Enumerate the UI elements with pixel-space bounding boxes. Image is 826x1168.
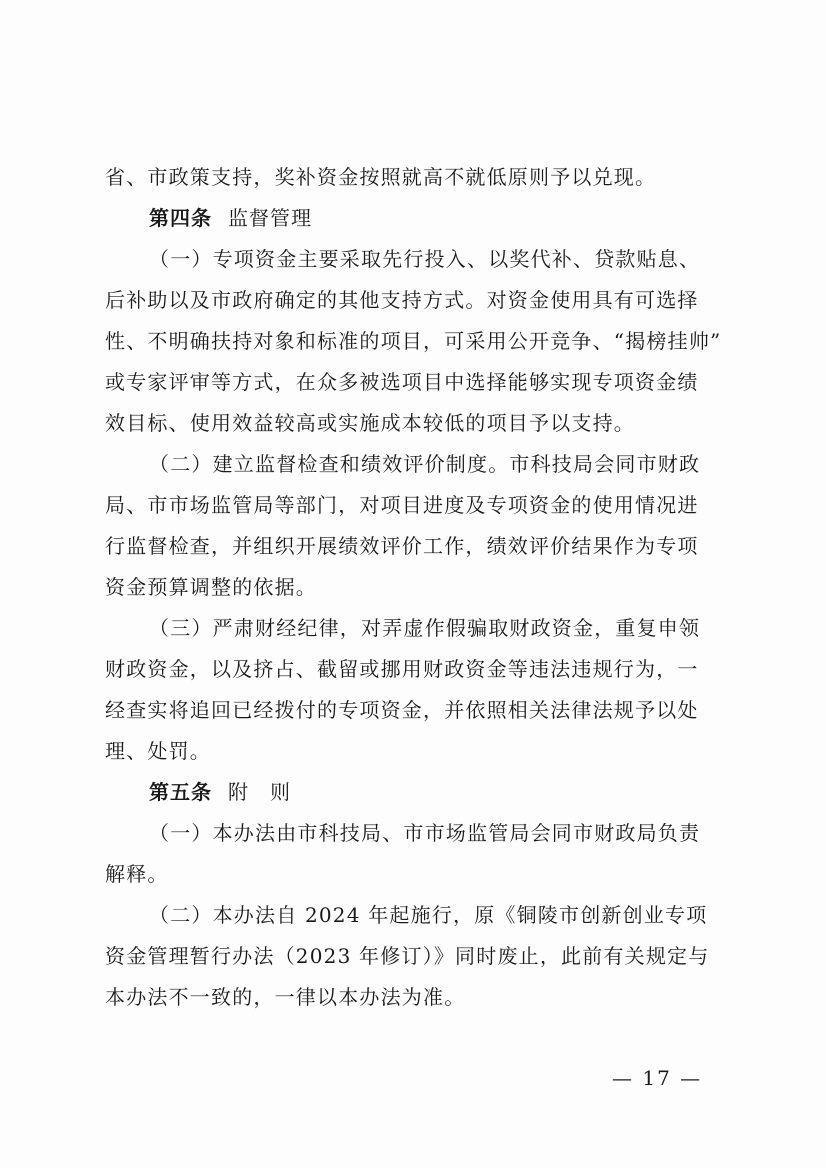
paragraph-line: 性、不明确扶持对象和标准的项目，可采用公开竞争、“揭榜挂帅” xyxy=(105,329,722,353)
article-5-title: 附 则 xyxy=(228,780,291,804)
paragraph-line: 资金预算调整的依据。 xyxy=(105,575,317,599)
document-body xyxy=(105,157,721,1018)
paragraph-line: （一）本办法由市科技局、市市场监管局会同市财政局负责 xyxy=(149,821,701,845)
paragraph-line: （一）专项资金主要采取先行投入、以奖代补、贷款贴息、 xyxy=(149,247,701,271)
paragraph-line: 后补助以及市政府确定的其他支持方式。对资金使用具有可选择 xyxy=(105,288,699,312)
paragraph-line: 行监督检查，并组织开展绩效评价工作，绩效评价结果作为专项 xyxy=(105,534,699,558)
paragraph-line: 理、处罚。 xyxy=(105,739,211,763)
paragraph-line: 本办法不一致的，一律以本办法为准。 xyxy=(105,985,466,1009)
paragraph-line: （二）建立监督检查和绩效评价制度。市科技局会同市财政 xyxy=(149,452,701,476)
paragraph-line: 资金管理暂行办法（2023 年修订）》同时废止，此前有关规定与 xyxy=(105,944,710,968)
paragraph-line: 效目标、使用效益较高或实施成本较低的项目予以支持。 xyxy=(105,411,635,435)
paragraph-line: 省、市政策支持，奖补资金按照就高不就低原则予以兑现。 xyxy=(105,165,657,189)
paragraph-line: 解释。 xyxy=(105,862,169,886)
article-5-heading xyxy=(105,772,721,813)
paragraph-line: 或专家评审等方式，在众多被选项目中选择能够实现专项资金绩 xyxy=(105,370,699,394)
paragraph-line: （三）严肃财经纪律，对弄虚作假骗取财政资金，重复申领 xyxy=(149,616,701,640)
paragraph-line: 财政资金，以及挤占、截留或挪用财政资金等违法违规行为，一 xyxy=(105,657,699,681)
paragraph-line: （二）本办法自 2024 年起施行，原《铜陵市创新创业专项 xyxy=(149,903,708,927)
article-4-heading xyxy=(105,198,721,239)
article-5-label: 第五条 xyxy=(149,780,212,804)
article-4-label: 第四条 xyxy=(149,206,212,230)
paragraph-line: 经查实将追回已经拨付的专项资金，并依照相关法律法规予以处 xyxy=(105,698,699,722)
paragraph-line: 局、市市场监管局等部门，对项目进度及专项资金的使用情况进 xyxy=(105,493,699,517)
page-number: — 17 — xyxy=(612,1066,703,1090)
article-4-title: 监督管理 xyxy=(228,206,312,230)
